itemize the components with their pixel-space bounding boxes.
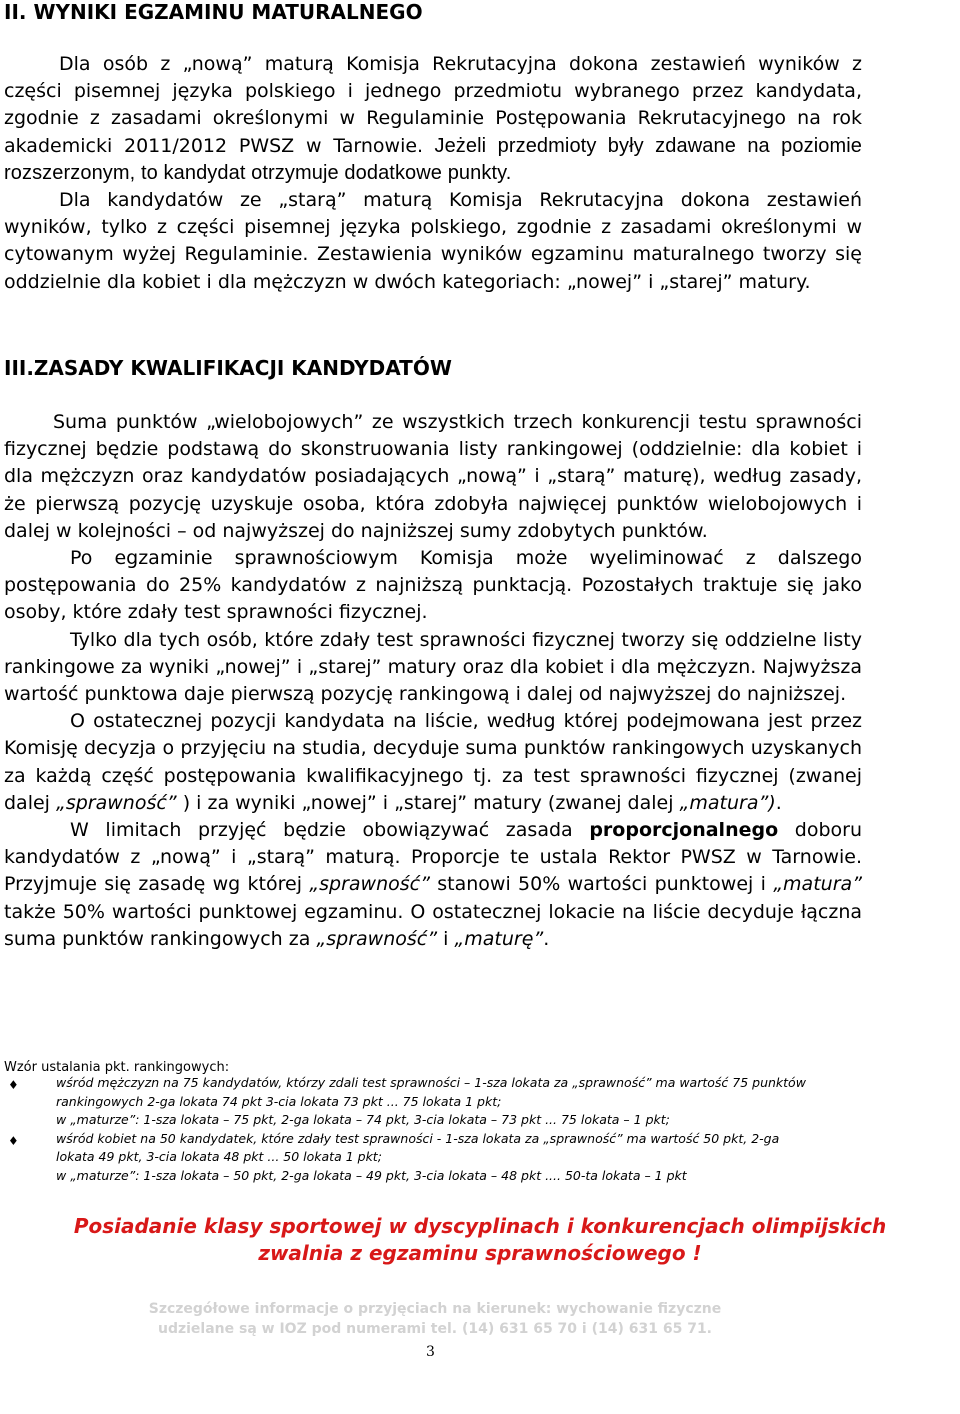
list-item-women [4, 1130, 864, 1186]
limits-text-e: stanowi 50% wartości punktowej i [429, 873, 774, 896]
term-matura-2: „matura” [773, 873, 862, 896]
term-sprawnosc-3: „sprawność” [316, 927, 438, 950]
limits-text-k: . [543, 927, 550, 950]
paragraph-new-matura [4, 51, 862, 187]
section-heading-results: II. WYNIKI EGZAMINU MATURALNEGO [4, 0, 423, 24]
women-line-1: wśród kobiet na 50 kandydatek, które zdały test sprawności - 1-sza lokata za „sprawność” ma wartość 50 pkt, 2-ga [56, 1130, 780, 1146]
formula-title: Wzór ustalania pkt. rankingowych: [4, 1060, 230, 1075]
term-sprawnosc-2: „sprawność” [309, 873, 430, 896]
footer-line-1: Szczegółowe informacje o przyjęciach na kierunek: wychowanie fizyczne [148, 1301, 722, 1317]
list-item-men [4, 1074, 864, 1130]
paragraph-old-matura: Dla kandydatów ze „starą” maturą Komisja Rekrutacyjna dokona zestawień wyników, tylko z części pisemnej języka polskiego, zgodnie z zasadami określonymi w cytowanym wyżej Regulaminie. Zestawienia wyników egzaminu maturalnego tworzy się oddzielnie dla kobiet i dla mężczyzn w dwóch kategoriach: „nowej” i „starej” matury. [4, 189, 862, 293]
diamond-bullet-icon: ♦ [8, 1133, 19, 1148]
footer-line-2: udzielane są w IOZ pod numerami tel. (14) 631 65 70 i (14) 631 65 71. [158, 1321, 712, 1337]
limits-text-a: W limitach przyjęć będzie obowiązywać zasada [70, 819, 590, 842]
limits-text-g: także 50% wartości punktowej egzaminu. O ostatecznej lokacie na liście decyduje łączna suma punktów rankingowych za [4, 900, 862, 950]
notice-line-1: Posiadanie klasy sportowej w dyscyplinach i konkurencjach olimpijskich [73, 1214, 887, 1238]
limits-text-c: doboru kandydatów z „nową” i „starą” maturą. Proporcje te ustala Rektor PWSZ w Tarnowie. Przyjmuje się zasadę wg której [4, 819, 863, 896]
paragraph-new-matura-text: Dla osób z „nową” maturą Komisja Rekrutacyjna dokona zestawień wyników z części pisemnej języka polskiego i jednego przedmiotu wybranego przez kandydata, zgodnie z zasadami określonymi w Regulaminie Postępowania Rekrutacyjnego na rok akademicki 2011/2012 PWSZ w Tarnowie. [4, 53, 862, 157]
diamond-bullet-icon: ♦ [8, 1078, 19, 1092]
contact-footer [0, 1299, 870, 1339]
notice-line-2: zwalnia z egzaminu sprawnościowego ! [258, 1241, 702, 1265]
formula-list [4, 1074, 864, 1185]
women-line-2: lokata 49 pkt, 3-cia lokata 48 pkt ... 50 lokata 1 pkt; [56, 1149, 382, 1164]
paragraph-ranking-lists: Tylko dla tych osób, które zdały test sprawności fizycznej tworzy się oddzielne listy rankingowe za wyniki „nowej” i „starej” matury oraz dla kobiet i dla mężczyzn. Najwyższa wartość punktowa daje pierwszą pozycję rankingową i dalej od najwyższej do najniższej. [4, 628, 862, 706]
term-proporcjonalnego: proporcjonalnego [589, 819, 779, 842]
women-line-3: w „maturze”: 1-sza lokata – 50 pkt, 2-ga lokata – 49 pkt, 3-cia lokata – 48 pkt .... 50-ta lokata – 1 pkt [56, 1167, 687, 1183]
page-number: 3 [426, 1344, 435, 1360]
term-sprawnosc: „sprawność” [56, 791, 177, 814]
men-line-1: wśród mężczyzn na 75 kandydatów, którzy zdali test sprawności – 1-sza lokata za „sprawność” ma wartość 75 punktów [56, 1075, 806, 1090]
paragraph-elimination: Po egzaminie sprawnościowym Komisja może wyeliminować z dalszego postępowania do 25% kandydatów z najniższą punktacją. Pozostałych traktuje się jako osoby, które zdały test sprawności fizycznej. [4, 547, 862, 624]
section-results-body [4, 51, 862, 296]
limits-text-i: i [437, 927, 455, 950]
paragraph-final-position [4, 708, 862, 817]
final-position-text-a: O ostatecznej pozycji kandydata na liście, według której podejmowana jest przez Komisję decyzja o przyjęciu na studia, decyduje suma punktów rankingowych uzyskanych za każdą część postępowania kwalifikacyjnego tj. za test sprawności fizycznej (zwanej dalej [4, 710, 862, 814]
final-position-text-e: . [775, 791, 782, 814]
men-line-2: rankingowych 2-ga lokata 74 pkt 3-cia lokata 73 pkt ... 75 lokata 1 pkt; [56, 1093, 502, 1109]
section-heading-qualification: III.ZASADY KWALIFIKACJI KANDYDATÓW [4, 356, 452, 380]
men-line-3: w „maturze”: 1-sza lokata – 75 pkt, 2-ga lokata – 74 pkt, 3-cia lokata – 73 pkt ... 75 lokata – 1 pkt; [56, 1112, 670, 1127]
final-position-text-c: ) i za wyniki „nowej” i „starej” matury (zwanej dalej [176, 791, 680, 814]
term-mature: „maturę” [454, 927, 544, 950]
section-qualification-body [4, 409, 862, 953]
paragraph-limits [4, 817, 862, 953]
term-matura: „matura”) [679, 791, 776, 814]
paragraph-extended-level-text: Jeżeli przedmioty były zdawane na poziomie rozszerzonym, to kandydat otrzymuje dodatkowe punkty. [4, 134, 862, 184]
paragraph-points-sum: Suma punktów „wielobojowych” ze wszystkich trzech konkurencji testu sprawności fizycznej będzie podstawą do skonstruowania listy rankingowej (oddzielnie: dla kobiet i dla mężczyzn oraz kandydatów posiadających „nową” i „starą” maturę), według zasady, że pierwszą pozycję uzyskuje osoba, która zdobyła najwięcej punktów wielobojowych i dalej w kolejności – od najwyższej do najniższej sumy zdobytych punktów. [4, 411, 862, 542]
sport-class-notice [0, 1213, 960, 1267]
